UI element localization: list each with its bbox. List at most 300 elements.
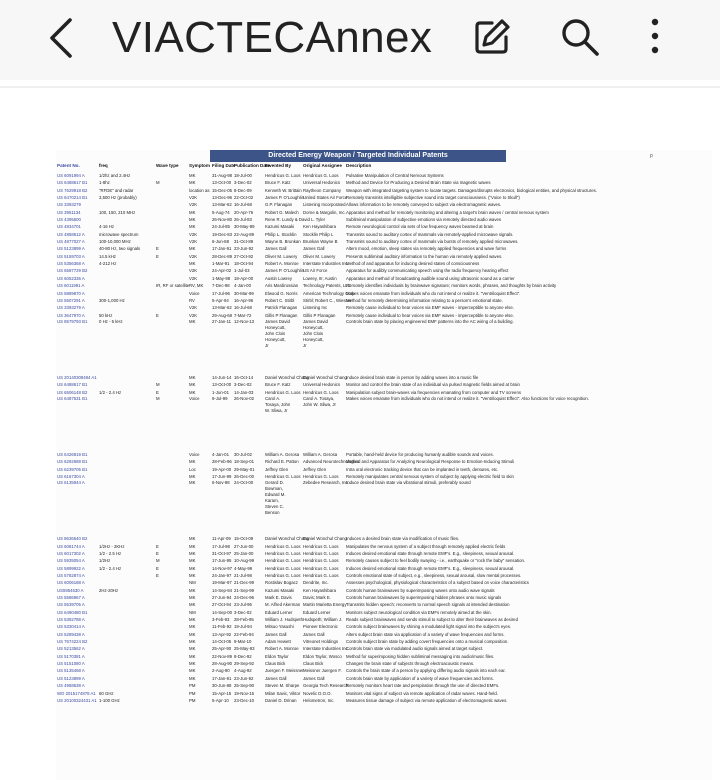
table-cell: US 5539705 A [57, 602, 85, 608]
app-bar [0, 0, 720, 80]
table-cell: Controls human brainwaves by superimposing hidden phrases onto music signals [346, 595, 502, 601]
table-cell: 24-Jan-97 [212, 573, 232, 578]
table-cell: Advanced Neurotechnologies [303, 459, 360, 465]
table-cell: 1-Jun-01 [212, 389, 229, 395]
table-cell: 1/2hz and 2.4Hz [99, 173, 131, 178]
search-icon[interactable] [560, 17, 600, 57]
table-cell: Universal Hedonics [303, 382, 341, 388]
table-cell: 5-Aug-74 [212, 209, 230, 215]
table-cell: MK [189, 374, 196, 380]
table-cell: Monitor and control the brain state of an individual via pulsed magnetic fields aimed at brain [346, 382, 520, 388]
table-cell: James David Honeycutt, John Clois Honeycutt, Jr [265, 318, 290, 348]
patent-table [56, 172, 712, 704]
table-row [56, 565, 712, 572]
table-row [56, 653, 712, 660]
table-cell: Juergen F. Meissner [265, 668, 304, 674]
table-cell: Bruce F. Katz [265, 180, 291, 186]
table-cell: 19-Dec-83 [212, 231, 233, 237]
table-cell: 21-Sep-99 [234, 587, 255, 593]
table-row [56, 267, 712, 274]
table-cell: E [156, 389, 159, 395]
table-cell: 26-Nov-02 [234, 395, 255, 401]
header-cell: Patent No. [57, 163, 80, 168]
table-cell: Makes voices emanate from individuals who do not intend or realize it. "Ventriloquist Effect". Also functions for voice recognition. [346, 395, 590, 401]
table-cell: Robert A. Monroe [265, 261, 299, 267]
table-cell: 29-Aug-68 [212, 312, 233, 318]
table-cell: Method and Device for Producing a Desired Brain State via magnetic waves [346, 180, 491, 186]
table-cell: 1/2 - 2.5 Hz [99, 550, 122, 556]
table-cell: US 3951134 [57, 209, 81, 215]
table-cell: Dorne & Margolin, Inc. [303, 209, 346, 215]
table-cell: 4-212 Hz [99, 261, 117, 267]
header-cell: Wave type [156, 163, 179, 168]
table-cell: US 20100324431 A1 [57, 697, 97, 703]
table-cell: 21-Jul-98 [234, 573, 252, 578]
table-cell: Hendricus G. Loos [265, 550, 301, 556]
table-cell: 10-Aug-99 [234, 558, 255, 564]
table-cell: US 5586967 A [57, 595, 85, 601]
table-cell: 14-Jun-14 [212, 374, 232, 380]
table-cell: 4-May-99 [234, 565, 253, 571]
table-cell: Monitors vital signs of subject via remote application of radar waves. Hand-held. [346, 690, 498, 696]
table-cell: US 4834701 [57, 224, 81, 230]
table-cell: Method of and apparatus for inducing desired states of consciousness [346, 261, 480, 267]
table-cell: 1/2 - 2.4 Hz [99, 565, 122, 571]
table-cell: Daniel D. Drinan [265, 697, 297, 703]
table-cell: 28-Feb-95 [234, 617, 254, 623]
table-cell: NM [189, 580, 196, 586]
table-cell: Hendricus G. Loos [303, 558, 339, 564]
more-vertical-icon[interactable] [640, 17, 670, 57]
header-cell: Invented By [265, 163, 292, 168]
table-cell: James Gall [303, 246, 325, 252]
table-cell: 6-Jun-88 [212, 239, 229, 245]
table-row [56, 480, 712, 535]
table-cell: 1/2 - 2.4 Hz [99, 389, 122, 395]
table-cell: 14-Jan-03 [234, 389, 254, 395]
table-cell: US 5123899 A [57, 246, 85, 252]
table-cell: 21-Dec-99 [234, 580, 255, 586]
table-cell: Hendricus G. Loos [265, 565, 301, 571]
table-cell: 23-Jun-92 [234, 675, 254, 681]
table-cell: US 6426919 B1 [57, 451, 88, 457]
table-cell: US 5330414 A [57, 624, 85, 630]
table-cell: 27-Oct-92 [234, 253, 254, 259]
table-cell: Adam Hewett [265, 639, 291, 645]
table-cell: Vitreonet Holdings [303, 639, 339, 645]
table-cell: US 5889870 A [57, 290, 85, 296]
table-cell: James P. O'Loughlin [265, 268, 304, 274]
table-row [56, 319, 712, 374]
table-cell: 17-Jul-98 [212, 543, 230, 549]
table-cell: 28-Feb-96 [212, 459, 232, 465]
table-cell: RV, MK [189, 283, 204, 289]
table-cell: Manipulates the nervous system of a subject through remotely applied electric fields [346, 543, 506, 549]
table-cell: Makes voices emanate from individuals who do not intend or realize it. "Ventriloquist Effect". [346, 290, 521, 296]
table-row [56, 312, 712, 319]
table-cell: MK [189, 543, 196, 549]
table-row [56, 297, 712, 304]
table-cell: Stocklin Philip L [303, 231, 334, 237]
table-cell: Kazumi Masaki [265, 224, 295, 230]
table-row [56, 389, 712, 396]
table-cell: M [156, 180, 160, 186]
table-cell: US 5213562 A [57, 646, 85, 652]
table-cell: William A. Gerosa [303, 451, 338, 457]
table-cell: E [156, 312, 159, 318]
table-row [56, 172, 712, 179]
table-cell: 8-Dec-92 [234, 653, 252, 659]
table-cell: WO 2015174878 A1 [57, 690, 96, 696]
table-cell: Novelic D.O.O. [303, 690, 332, 696]
table-cell: US 6011991 A [57, 283, 85, 289]
table-cell: 14-Sep-94 [212, 587, 233, 593]
table-cell: Technology Patents, LLC [303, 283, 351, 289]
table-row [56, 631, 712, 638]
table-cell: 18-Jul-00 [234, 173, 252, 178]
table-cell: V2K [189, 195, 198, 201]
table-cell: 1/2Hz - 2KHz [99, 543, 125, 549]
table-cell: MK [189, 389, 196, 395]
table-cell: MK [189, 602, 196, 608]
table-cell: Georgia Tech Research [303, 683, 349, 689]
table-row [56, 458, 712, 465]
table-cell: US 5289438 A [57, 631, 85, 637]
table-row [56, 466, 712, 473]
table-cell: Eduard Lerner [303, 609, 331, 615]
table-cell: American Technology Corp [303, 290, 355, 296]
table-cell: MK [189, 480, 196, 486]
table-cell: 13-Mar-62 [212, 202, 232, 208]
table-cell: US 4858612 A [57, 231, 85, 237]
table-cell: US 6017302 A [57, 550, 85, 556]
table-cell: Remotely causes subject to feel bodily swaying - i.e., earthquake or "rock the baby" sensation. [346, 558, 526, 564]
table-cell: Induce desired brain state via vibrational stimuli, preferably sound [346, 480, 471, 486]
table-cell: 28-Dec-89 [212, 253, 233, 259]
table-cell: MK [189, 224, 196, 230]
table-cell: 3-Dec-02 [234, 382, 252, 388]
table-cell: Remotely manipulates central nervous system of subject by applying electric field to skin [346, 473, 514, 479]
table-row [56, 238, 712, 245]
page-title: VIACTECAnnex [112, 13, 433, 62]
table-row [56, 187, 712, 194]
table-row [56, 473, 712, 480]
table-cell: 15-Apr-15 [212, 690, 232, 696]
table-cell: Robert G. Malech [265, 209, 299, 215]
table-cell: PM [189, 683, 196, 689]
table-cell: US 5507291 A [57, 297, 85, 303]
table-cell: MK [189, 653, 196, 659]
table-cell: Alters subject brain state via application of a variety of wave frequencies and forms. [346, 631, 505, 637]
table-cell: 22-Feb-94 [234, 631, 254, 637]
table-cell: V2K [189, 268, 198, 274]
table-cell: US 3647970 A [57, 312, 85, 318]
table-cell: Remote neurological control via sets of low frequency waves beamed at brain [346, 224, 494, 230]
table-cell: Hendricus G. Loos [265, 558, 301, 564]
table-cell: James David Honeycutt, John Clois Honeycutt, Jr [303, 318, 328, 348]
table-cell: Subliminal manipulation of subjective emotions via remotely directed audio waves [346, 217, 502, 223]
table-cell: Controls brain state via modulated audio signals aimed at target subject. [346, 646, 484, 652]
table-cell: 8-Dec-09 [234, 187, 252, 193]
table-cell: Hendricus G. Loos [265, 543, 301, 549]
table-cell: US 5392788 A [57, 617, 85, 623]
table-cell: Voice [189, 290, 200, 296]
table-row [56, 275, 712, 282]
table-cell: MK [189, 595, 196, 601]
table-cell: Elwood G. Norris [265, 290, 298, 296]
document-image [56, 150, 712, 780]
table-cell: US 6506148 B2 [57, 389, 88, 395]
table-cell: 25-May-93 [234, 646, 255, 652]
table-cell: V2K [189, 239, 198, 245]
table-cell: 24-Jul-85 [212, 224, 230, 230]
table-cell: Robert C. Stirbl [265, 297, 295, 303]
table-cell: 26-Nov-80 [212, 217, 233, 223]
table-cell: Interstate Industries Inc. [303, 646, 349, 652]
table-cell: Alters mood, emotion, sleep states via remotely applied frequencies and wave forms [346, 246, 507, 252]
table-cell: Interstate Industries Inc. [303, 261, 349, 267]
table-cell: 19-Nov-15 [234, 690, 255, 696]
table-cell: 40-80 Hz, two signals [99, 246, 141, 252]
table-row [56, 594, 712, 601]
table-cell: 22-Aug-89 [234, 231, 255, 237]
table-cell: 13-Mar-62 [212, 305, 232, 311]
table-cell: Intra oral electronic tracking device that can be implanted in teeth, dentures, etc. [346, 466, 499, 472]
table-cell: Aris Mardirossian [265, 283, 299, 289]
table-row [56, 290, 712, 297]
table-cell: microwave spectrum [99, 231, 139, 237]
table-cell: Kazumi Masaki [265, 587, 295, 593]
table-cell: MK [189, 573, 196, 578]
table-cell: Remotely cause individual to hear voices via EMF waves - imperceptible to anyone else. [346, 305, 514, 311]
table-cell: Daniel Wonchul Chang [303, 374, 347, 380]
table-cell: 6-Nov-98 [212, 480, 230, 486]
table-cell: Apparatus for audibly communicating speech using the radio frequency hearing effect [346, 268, 509, 274]
table-cell: 1-May-98 [212, 275, 231, 281]
table-cell: Induce desired brain state in person by adding waves into a music file [346, 374, 479, 380]
table-cell: 7-Mar-72 [234, 312, 252, 318]
table-cell: MK [189, 587, 196, 593]
table-cell: 16-Apr-96 [234, 297, 254, 303]
edit-icon[interactable] [472, 17, 512, 57]
table-cell: Daniel Wonchul Chang [265, 374, 309, 380]
table-cell: PM [189, 690, 196, 696]
table-cell: 31-Oct-89 [234, 239, 254, 245]
table-row [56, 609, 712, 616]
table-cell: Daniel Wonchul Chang [303, 536, 347, 542]
table-cell: US 3393279 [57, 202, 81, 208]
table-cell: US 6488617 B1 [57, 382, 88, 388]
table-cell: 18-Apr-00 [234, 275, 254, 281]
table-cell: US 3393279 A [57, 305, 85, 311]
table-cell: US 5123899 A [57, 675, 85, 681]
table-cell: 13-Apr-92 [212, 631, 232, 637]
table-cell: MK [189, 261, 196, 267]
header-cell: Filing Date [212, 163, 236, 168]
table-cell: James P. O'Loughlin [265, 195, 304, 201]
table-cell: US 5356368 A [57, 261, 85, 267]
table-cell: Hendricus G. Loos [303, 473, 339, 479]
table-cell: US5954630 A [57, 587, 84, 593]
table-cell: US 5935054 A [57, 558, 85, 564]
table-cell: Apparatus and method for remotely monitoring and altering a target's brain waves / central nervous system [346, 209, 549, 215]
table-cell: US 5151080 A [57, 661, 85, 667]
table-cell: US 5135468 A [57, 668, 85, 674]
table-cell: MK [189, 668, 196, 674]
table-cell: Hendricus G. Loos [265, 389, 301, 395]
table-cell: V2K [189, 253, 198, 259]
table-cell: 17-Jun-99 [212, 473, 232, 479]
table-cell: Remotely identifies individuals by brainwave signature; monitors words, phrases, and thoughts by brain activity [346, 283, 557, 289]
table-cell: Ken Hayashibara [303, 224, 336, 230]
table-cell: Remotely monitors heart rate and perspiration through the use of directed EMFs. [346, 683, 500, 689]
table-cell: E [156, 543, 159, 549]
table-cell: Universal Hedonics [303, 180, 341, 186]
table-cell: Gillis P Flanagan [265, 312, 298, 318]
table-cell: Assesses psychological, physiological characteristics of a subject based on voice characteristics [346, 580, 529, 586]
table-cell: Remotely transmits intelligible subjective sound into target consciousness. ("Voice to Skull") [346, 195, 520, 201]
table-cell: US 6587729 B2 [57, 268, 88, 274]
table-cell: William J. Hudspeth [265, 617, 303, 623]
table-cell: 9-Jul-99 [212, 395, 228, 401]
table-cell: Measures tissue damage of subject via remote application of electromagnetic waves. [346, 697, 508, 703]
table-cell: MK [189, 661, 196, 667]
table-cell: Listening Incorporated [303, 202, 346, 208]
table-cell: 14-Oct-05 [212, 639, 232, 645]
table-row [56, 682, 712, 689]
table-cell: 28-Aug-90 [212, 661, 233, 667]
table-cell: James Gall [265, 675, 287, 681]
table-cell: 9-Mar-10 [234, 639, 252, 645]
table-cell: V2K [189, 275, 198, 281]
table-cell: 29-May-01 [234, 466, 255, 472]
table-cell: G.P. Flanagan [265, 202, 293, 208]
table-cell: 15-Dec-05 [212, 187, 233, 193]
table-cell: 4-Jan-00 [234, 283, 251, 289]
table-cell: 5-Apr-94 [212, 297, 229, 303]
table-cell: 23-Jun-92 [234, 246, 254, 252]
table-cell: MK [189, 550, 196, 556]
back-chevron-icon[interactable] [46, 17, 76, 59]
table-cell: Method and Apparatus for Analyzing Neurological Response to Emotion-Inducing Stimuli [346, 459, 515, 465]
table-cell: 23-Jul-96 [234, 602, 252, 608]
table-cell: 100-10,000 MHz [99, 239, 131, 245]
table-row [56, 587, 712, 594]
table-cell: Hendricus G. Loos [303, 550, 339, 556]
table-cell: 11-Apr-09 [212, 536, 231, 542]
table-cell: Austin Lowrey [265, 275, 292, 281]
table-cell: Eldon Taylor, Wosco [303, 653, 342, 659]
table-cell: Transmits sound to auditory cortex of mammals via bursts of remotely applied microwaves. [346, 239, 519, 245]
table-cell: Hendricus G. Loos [303, 573, 339, 578]
table-cell: US 5159703 A [57, 253, 85, 259]
table-cell: US 4395600 [57, 217, 81, 223]
table-cell: E [156, 550, 159, 556]
table-cell: 4-Jan-01 [212, 451, 229, 457]
table-cell: Richard E. Patton [265, 459, 299, 465]
table-row [56, 550, 712, 557]
table-cell: Controls emotional state of subject, e.g., sleepiness, sexual arousal, slow mental processes. [346, 573, 522, 578]
table-cell: Lowrey, III; Austin [303, 275, 337, 281]
table-cell: Hendricus G. Loos [303, 173, 339, 178]
table-cell: Steven M. Sharpe [265, 683, 300, 689]
table-cell: Milan Savic, Viktor [265, 690, 301, 696]
table-cell: Monitors subject neurological condition via EMFs remotely aimed at the skin. [346, 609, 492, 615]
table-cell: 100, 150, 210 MHz [99, 209, 136, 215]
table-cell: Ken Hayashibara [303, 587, 336, 593]
table-row [56, 381, 712, 388]
table-cell: James Gall [265, 631, 287, 637]
table-cell: 14-Sep-00 [212, 609, 233, 615]
table-row [56, 396, 712, 451]
table-cell: 31-Aug-98 [212, 173, 233, 178]
table-cell: Zebedee Research, Inc. [303, 480, 349, 486]
table-row [56, 194, 712, 201]
table-row [56, 579, 712, 586]
table-cell: US 6292688 B1 [57, 459, 88, 465]
table-cell: Manipulation subject brain-waves via frequencies emanating from computer and TV screens [346, 389, 521, 395]
table-cell: 50 kHz [99, 312, 113, 318]
table-cell: 0 Hz - 5 kHz [99, 318, 123, 324]
table-cell: MK [189, 209, 196, 215]
table-cell: MK [189, 639, 196, 645]
table-cell: Stirbl; Robert C., Wiesner [303, 297, 352, 303]
table-cell: US 5782874 A [57, 573, 85, 578]
table-cell: Changes the brain state of subjects through electroacoustic means. [346, 661, 475, 667]
table-cell: Meissner Juergen F. [303, 668, 342, 674]
table-cell: US 6470214 B1 [57, 195, 88, 201]
table-cell: Hendricus G. Loos [303, 565, 339, 571]
table-cell: 16-Oct-14 [234, 374, 254, 380]
table-cell: 1-Jul-03 [234, 268, 250, 274]
table-cell: "RFDE" and radar [99, 187, 134, 193]
table-cell: James Gall [303, 675, 325, 681]
table-cell: US 5170381 A [57, 653, 85, 659]
table-cell: 27-Jan-11 [212, 318, 232, 324]
table-cell: Robert A. Monroe [265, 646, 299, 652]
table-cell: 19-Apr-00 [212, 466, 232, 472]
table-cell: Claus Bick [265, 661, 286, 667]
table-cell: Eldon Taylor [265, 653, 289, 659]
table-cell: 30-May-89 [234, 224, 255, 230]
table-cell: M. Alfred Akerman [265, 602, 301, 608]
table-cell: 1/2Hz [99, 558, 111, 564]
table-cell: V2K [189, 305, 198, 311]
table-cell: V2K [189, 312, 198, 318]
table-cell: 17-Jul-96 [212, 290, 230, 296]
table-header [56, 163, 712, 171]
table-cell: E [156, 565, 159, 571]
table-cell: Rostislav Bogacz [265, 580, 298, 586]
table-cell: PM [189, 697, 196, 703]
table-row [56, 675, 712, 682]
header-cell: freq [99, 163, 108, 168]
table-row [56, 601, 712, 608]
table-cell: MK [189, 246, 196, 252]
table-cell: Raytheon Company [303, 187, 341, 193]
table-cell: Mitsuo Yasushi [265, 624, 294, 630]
table-row [56, 282, 712, 289]
table-cell: Jeffrey Glen [303, 466, 327, 472]
table-cell: Transmits hidden speech; reconverts to normal speech signals at intended destination [346, 602, 510, 608]
table-cell: 300-1,000 Hz [99, 297, 125, 303]
table-cell: Claus Bick [303, 661, 324, 667]
table-row [56, 543, 712, 550]
table-row [56, 557, 712, 564]
table-cell: Controls subject brain state by adding covert frequencies onto a musical composition. [346, 639, 509, 645]
table-cell: MK [189, 646, 196, 652]
table-cell: MK [189, 624, 196, 630]
